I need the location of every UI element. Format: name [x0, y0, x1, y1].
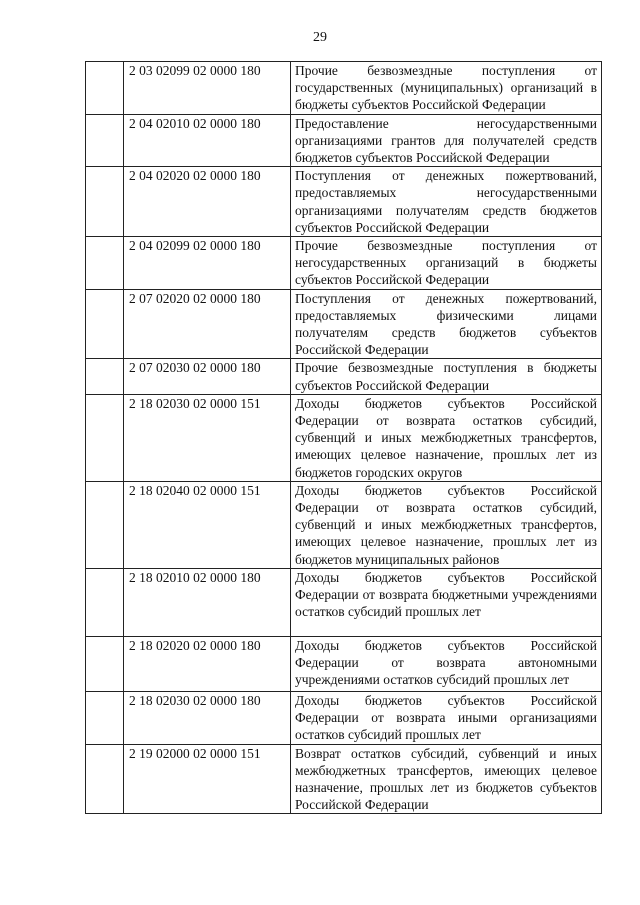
- table-row: [86, 237, 602, 290]
- row-blank-cell: [86, 237, 124, 290]
- table-row: [86, 114, 602, 167]
- row-code: 2 19 02000 02 0000 151: [124, 744, 291, 814]
- row-code: 2 18 02040 02 0000 151: [124, 481, 291, 568]
- row-code: 2 04 02020 02 0000 180: [124, 167, 291, 237]
- row-blank-cell: [86, 167, 124, 237]
- row-name: Прочие безвозмездные поступления в бюджеты субъектов Российской Федерации: [291, 359, 602, 394]
- row-name: Доходы бюджетов субъектов Российской Федерации от возврата иными организациями остатков субсидий прошлых лет: [291, 691, 602, 744]
- row-code: 2 18 02030 02 0000 151: [124, 394, 291, 481]
- row-blank-cell: [86, 359, 124, 394]
- row-code: 2 04 02010 02 0000 180: [124, 114, 291, 167]
- table-row: [86, 167, 602, 237]
- row-code: 2 03 02099 02 0000 180: [124, 62, 291, 115]
- row-name: Прочие безвозмездные поступления от государственных (муниципальных) организаций в бюджеты субъектов Российской Федерации: [291, 62, 602, 115]
- table-row: [86, 289, 602, 359]
- row-code: 2 18 02010 02 0000 180: [124, 568, 291, 636]
- table-row: [86, 62, 602, 115]
- row-name: Доходы бюджетов субъектов Российской Федерации от возврата остатков субсидий, субвенций и иных межбюджетных трансфертов, имеющих целевое назначение, прошлых лет из бюджетов городских округов: [291, 394, 602, 481]
- row-name: Доходы бюджетов субъектов Российской Федерации от возврата автономными учреждениями остатков субсидий прошлых лет: [291, 636, 602, 691]
- table-row: [86, 394, 602, 481]
- row-blank-cell: [86, 394, 124, 481]
- row-name: Прочие безвозмездные поступления от негосударственных организаций в бюджеты субъектов Российской Федерации: [291, 237, 602, 290]
- row-blank-cell: [86, 744, 124, 814]
- row-blank-cell: [86, 114, 124, 167]
- row-code: 2 18 02030 02 0000 180: [124, 691, 291, 744]
- table-row: [86, 691, 602, 744]
- row-blank-cell: [86, 289, 124, 359]
- row-name: Поступления от денежных пожертвований, предоставляемых негосударственными организациями получателям средств бюджетов субъектов Российской Федерации: [291, 167, 602, 237]
- table-row: [86, 744, 602, 814]
- table-row: [86, 359, 602, 394]
- table-row: [86, 568, 602, 636]
- row-name: Поступления от денежных пожертвований, предоставляемых физическими лицами получателям средств бюджетов субъектов Российской Федерации: [291, 289, 602, 359]
- row-name: Доходы бюджетов субъектов Российской Федерации от возврата остатков субсидий, субвенций и иных межбюджетных трансфертов, имеющих целевое назначение, прошлых лет из бюджетов муниципальных районов: [291, 481, 602, 568]
- row-code: 2 18 02020 02 0000 180: [124, 636, 291, 691]
- row-code: 2 04 02099 02 0000 180: [124, 237, 291, 290]
- row-blank-cell: [86, 568, 124, 636]
- row-name: Предоставление негосударственными организациями грантов для получателей средств бюджетов субъектов Российской Федерации: [291, 114, 602, 167]
- row-blank-cell: [86, 62, 124, 115]
- row-name: Доходы бюджетов субъектов Российской Федерации от возврата бюджетными учреждениями остатков субсидий прошлых лет: [291, 568, 602, 636]
- row-blank-cell: [86, 636, 124, 691]
- row-blank-cell: [86, 691, 124, 744]
- table-row: [86, 481, 602, 568]
- row-name: Возврат остатков субсидий, субвенций и иных межбюджетных трансфертов, имеющих целевое назначение, прошлых лет из бюджетов субъектов Российской Федерации: [291, 744, 602, 814]
- revenue-codes-table: [85, 61, 602, 814]
- page-number: 29: [313, 30, 327, 45]
- row-code: 2 07 02030 02 0000 180: [124, 359, 291, 394]
- row-blank-cell: [86, 481, 124, 568]
- table-row: [86, 636, 602, 691]
- row-code: 2 07 02020 02 0000 180: [124, 289, 291, 359]
